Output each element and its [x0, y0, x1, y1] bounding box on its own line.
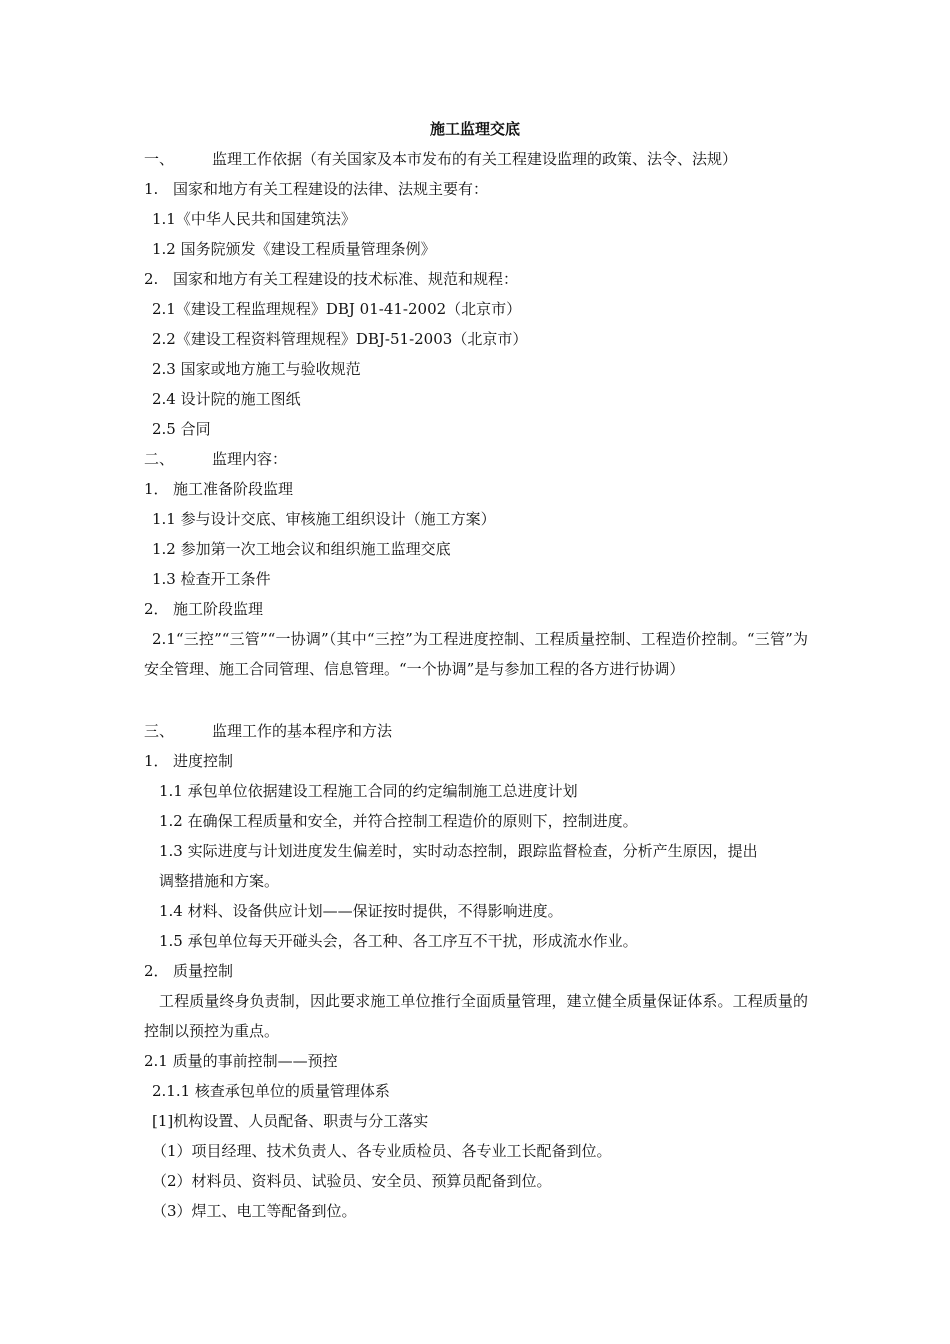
- list-item: 2.1 质量的事前控制——预控: [144, 1052, 338, 1070]
- section-number: 一、: [144, 150, 175, 168]
- list-item: 2.1《建设工程监理规程》DBJ 01-41-2002（北京市）: [152, 300, 522, 318]
- section-text: 监理工作依据（有关国家及本市发布的有关工程建设监理的政策、法令、法规）: [212, 150, 738, 168]
- item-number: 1．: [144, 480, 169, 498]
- paragraph-quality-intro: 工程质量终身负责制，因此要求施工单位推行全面质量管理，建立健全质量保证体系。工程质量的控制以预控为重点。: [144, 992, 808, 1040]
- item-number: 1.: [144, 180, 159, 198]
- item-text: 国家和地方有关工程建设的法律、法规主要有：: [173, 180, 489, 198]
- list-item: （1）项目经理、技术负责人、各专业质检员、各专业工长配备到位。: [152, 1142, 612, 1160]
- subsection-heading: [144, 178, 488, 200]
- section-3-heading: [144, 720, 392, 742]
- list-item: 2.1.1 核查承包单位的质量管理体系: [152, 1082, 390, 1100]
- item-number: 2．: [144, 962, 169, 980]
- list-item: 1.1 承包单位依据建设工程施工合同的约定编制施工总进度计划: [159, 782, 578, 800]
- list-item: 1.4 材料、设备供应计划——保证按时提供，不得影响进度。: [159, 902, 563, 920]
- item-number: 2.: [144, 270, 159, 288]
- section-number: 三、: [144, 722, 175, 740]
- list-item: 2.2《建设工程资料管理规程》DBJ-51-2003（北京市）: [152, 330, 528, 348]
- document-title: 施工监理交底: [429, 120, 520, 138]
- subsection-heading: [144, 598, 263, 620]
- subsection-heading: [144, 478, 293, 500]
- list-item-continuation: 调整措施和方案。: [159, 872, 280, 890]
- list-item: [1]机构设置、人员配备、职责与分工落实: [152, 1112, 429, 1130]
- section-text: 监理工作的基本程序和方法: [212, 722, 393, 740]
- section-text: 监理内容：: [212, 450, 288, 468]
- list-item: 1.3 检查开工条件: [152, 570, 271, 588]
- item-text: 施工阶段监理: [173, 600, 264, 618]
- list-item: 2.4 设计院的施工图纸: [152, 390, 301, 408]
- list-item: 2.3 国家或地方施工与验收规范: [152, 360, 361, 378]
- section-1-heading: [144, 148, 737, 170]
- list-item: 1.1《中华人民共和国建筑法》: [152, 210, 356, 228]
- list-item: （2）材料员、资料员、试验员、安全员、预算员配备到位。: [152, 1172, 552, 1190]
- list-item: 1.1 参与设计交底、审核施工组织设计（施工方案）: [152, 510, 496, 528]
- section-number: 二、: [144, 450, 175, 468]
- list-item: 1.2 在确保工程质量和安全，并符合控制工程造价的原则下，控制进度。: [159, 812, 638, 830]
- item-text: 进度控制: [173, 752, 234, 770]
- subsection-heading: [144, 960, 233, 982]
- list-item: （3）焊工、电工等配备到位。: [152, 1202, 357, 1220]
- item-number: 2．: [144, 600, 169, 618]
- list-item: 1.2 国务院颁发《建设工程质量管理条例》: [152, 240, 436, 258]
- item-text: 国家和地方有关工程建设的技术标准、规范和规程：: [173, 270, 519, 288]
- list-item: 1.5 承包单位每天开碰头会，各工种、各工序互不干扰，形成流水作业。: [159, 932, 638, 950]
- paragraph-three-controls: 2.1“三控”“三管”“一协调”（其中“三控”为工程进度控制、工程质量控制、工程造价控制。“三管”为安全管理、施工合同管理、信息管理。“一个协调”是与参加工程的各方进行协调）: [144, 630, 808, 678]
- item-number: 1．: [144, 752, 169, 770]
- subsection-heading: [144, 268, 518, 290]
- item-text: 质量控制: [173, 962, 234, 980]
- item-text: 施工准备阶段监理: [173, 480, 294, 498]
- list-item: 1.3 实际进度与计划进度发生偏差时，实时动态控制，跟踪监督检查，分析产生原因，提出: [159, 842, 758, 860]
- list-item: 1.2 参加第一次工地会议和组织施工监理交底: [152, 540, 451, 558]
- list-item: 2.5 合同: [152, 420, 211, 438]
- subsection-heading: [144, 750, 233, 772]
- section-2-heading: [144, 448, 287, 470]
